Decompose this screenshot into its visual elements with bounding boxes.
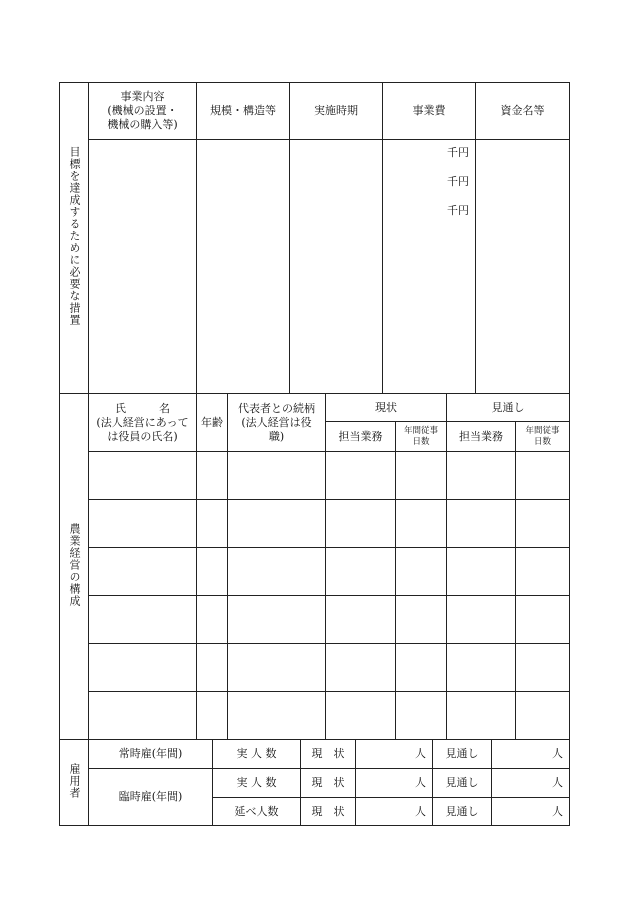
fund-cell[interactable] [476,140,570,394]
relation-cell[interactable] [228,644,326,692]
outlook-label: 見通し [433,769,492,798]
measures-table [59,82,570,394]
relation-cell[interactable] [228,452,326,500]
name-cell[interactable] [89,452,197,500]
outlook-days-cell[interactable] [516,548,570,596]
cost-cell[interactable] [383,140,476,394]
temporary-employees-label: 臨時雇(年間) [89,769,213,826]
outlook-duty-cell[interactable] [447,692,516,740]
timing-cell[interactable] [290,140,383,394]
yen-unit: 千円 [447,204,469,217]
header-outlook-duty: 担当業務 [447,422,516,452]
name-cell[interactable] [89,500,197,548]
actual-count-label: 実 人 数 [213,769,301,798]
composition-table [59,393,570,740]
yen-unit: 千円 [447,146,469,159]
name-cell[interactable] [89,692,197,740]
employees-table [59,739,570,826]
outlook-label: 見通し [433,798,492,826]
header-current: 現状 [326,394,447,422]
relation-cell[interactable] [228,596,326,644]
header-current-duty: 担当業務 [326,422,396,452]
age-cell[interactable] [197,452,228,500]
current-count-cell[interactable]: 人 [356,798,433,826]
current-days-cell[interactable] [396,500,447,548]
age-cell[interactable] [197,500,228,548]
member-row [60,500,570,548]
age-cell[interactable] [197,644,228,692]
relation-cell[interactable] [228,692,326,740]
outlook-duty-cell[interactable] [447,500,516,548]
header-current-days: 年間従事 日数 [396,422,447,452]
name-cell[interactable] [89,644,197,692]
header-outlook-days: 年間従事 日数 [516,422,570,452]
current-label: 現 状 [301,798,356,826]
current-duty-cell[interactable] [326,644,396,692]
header-name: 氏 名 (法人経営にあって は役員の氏名) [89,394,197,452]
current-duty-cell[interactable] [326,500,396,548]
relation-cell[interactable] [228,500,326,548]
current-count-cell[interactable]: 人 [356,740,433,769]
employees-side-label: 雇用者 [60,740,89,826]
outlook-duty-cell[interactable] [447,596,516,644]
scale-cell[interactable] [197,140,290,394]
current-duty-cell[interactable] [326,596,396,644]
outlook-days-cell[interactable] [516,500,570,548]
header-scale: 規模・構造等 [197,83,290,140]
current-days-cell[interactable] [396,692,447,740]
current-days-cell[interactable] [396,644,447,692]
header-age: 年齢 [197,394,228,452]
header-cost: 事業費 [383,83,476,140]
current-days-cell[interactable] [396,596,447,644]
header-business-content: 事業内容 (機械の設置・ 機械の購入等) [89,83,197,140]
current-count-cell[interactable]: 人 [356,769,433,798]
member-row [60,548,570,596]
current-duty-cell[interactable] [326,548,396,596]
header-timing: 実施時期 [290,83,383,140]
outlook-count-cell[interactable]: 人 [492,769,570,798]
outlook-duty-cell[interactable] [447,644,516,692]
current-days-cell[interactable] [396,452,447,500]
age-cell[interactable] [197,692,228,740]
outlook-duty-cell[interactable] [447,548,516,596]
business-content-cell[interactable] [89,140,197,394]
yen-unit: 千円 [447,175,469,188]
composition-side-label: 農業経営の構成 [60,394,89,740]
current-label: 現 状 [301,769,356,798]
current-label: 現 状 [301,740,356,769]
outlook-count-cell[interactable]: 人 [492,798,570,826]
total-count-label: 延べ人数 [213,798,301,826]
actual-count-label: 実 人 数 [213,740,301,769]
measures-side-label: 目標を達成するために必要な措置 [60,83,89,394]
outlook-days-cell[interactable] [516,452,570,500]
outlook-duty-cell[interactable] [447,452,516,500]
relation-cell[interactable] [228,548,326,596]
header-outlook: 見通し [447,394,570,422]
regular-employees-label: 常時雇(年間) [89,740,213,769]
outlook-days-cell[interactable] [516,644,570,692]
member-row [60,692,570,740]
age-cell[interactable] [197,596,228,644]
current-days-cell[interactable] [396,548,447,596]
member-row [60,452,570,500]
member-row [60,596,570,644]
outlook-days-cell[interactable] [516,596,570,644]
outlook-label: 見通し [433,740,492,769]
name-cell[interactable] [89,548,197,596]
current-duty-cell[interactable] [326,692,396,740]
name-cell[interactable] [89,596,197,644]
header-fund: 資金名等 [476,83,570,140]
member-row [60,644,570,692]
current-duty-cell[interactable] [326,452,396,500]
outlook-count-cell[interactable]: 人 [492,740,570,769]
outlook-days-cell[interactable] [516,692,570,740]
age-cell[interactable] [197,548,228,596]
application-form [59,82,569,826]
header-relation: 代表者との続柄 (法人経営は役 職) [228,394,326,452]
